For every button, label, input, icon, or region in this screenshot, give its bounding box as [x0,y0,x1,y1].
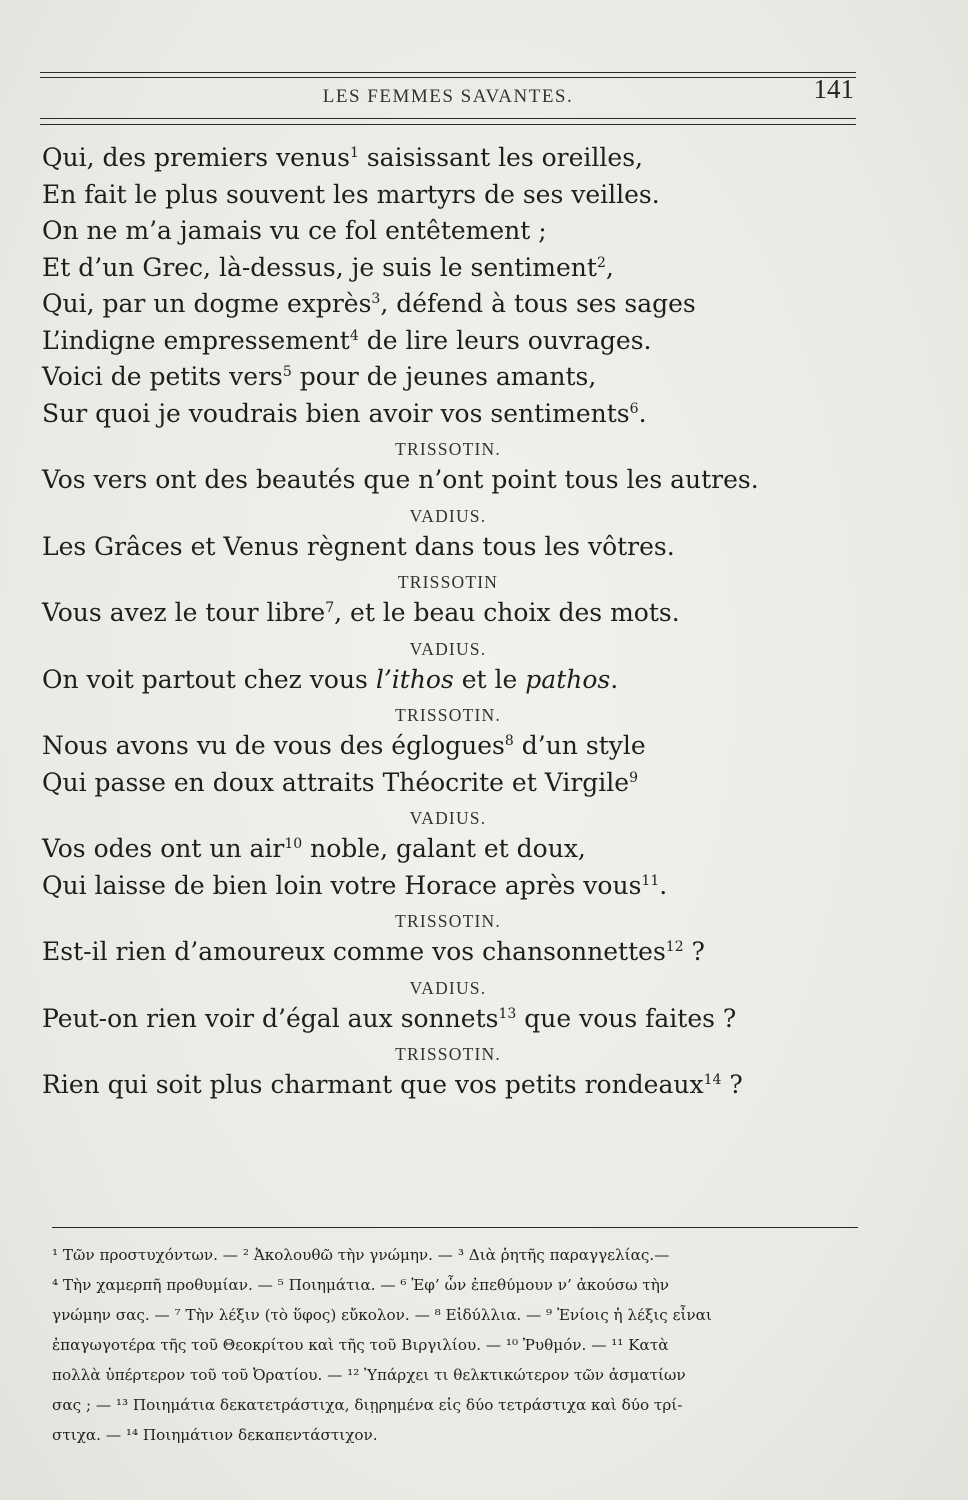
verse-line [40,396,880,433]
verse-line [40,728,880,765]
verse-block [40,140,880,1104]
verse-line [40,140,880,177]
verse-line [40,765,880,802]
verse-text: On ne m’a jamais vu ce fol entêtement ; [42,216,547,245]
verse-text: Est-il rien d’amoureux comme vos chansonnettes [42,937,666,966]
speaker-label: TRISSOTIN. [395,439,501,459]
speaker-label: VADIUS. [409,505,487,526]
verse-line [40,250,880,287]
verse-line [40,286,880,323]
footnote-line: πολλὰ ὑπέρτερον τοῦ τοῦ Ὀρατίου. — ¹² Ὑπάρχει τι θελκτικώτερον τῶν ἀσματίων [52,1366,686,1384]
verse-text: L’indigne empressement [42,325,350,355]
verse-text: de lire leurs ouvrages. [358,325,652,355]
verse-line [40,213,880,250]
footnote-ref: 11 [641,872,660,889]
verse-text: Qui, par un dogme exprès [42,289,372,318]
speaker-label: VADIUS. [409,638,487,659]
footnote-ref: 2 [596,254,606,271]
verse-italic: l’ithos [375,664,454,694]
verse-text: Voici de petits vers [42,362,283,391]
verse-text: , défend à tous ses sages [380,289,696,318]
verse-text: ? [721,1070,743,1099]
footnote-ref: 7 [325,600,335,616]
running-title: LES FEMMES SAVANTES. [322,86,574,107]
verse-text: Et d’un Grec, là-dessus, je suis le sentiment [42,252,597,282]
footnote-line: ἐπαγωγοτέρα τῆς τοῦ Θεοκρίτου καὶ τῆς τοῦ Βιργιλίου. — ¹⁰ Ῥυθμόν. — ¹¹ Κατὰ [52,1336,669,1354]
footnote-ref: 12 [665,939,684,955]
footnote-ref: 6 [629,400,639,417]
header-rule-bottom [40,118,856,119]
verse-text: pour de jeunes amants, [291,362,597,391]
speaker-label: TRISSOTIN. [395,705,501,725]
verse-text: et le [453,664,526,694]
speaker-label: VADIUS. [409,808,487,828]
page-number: 141 [813,74,854,104]
running-head [40,74,856,116]
footnote-rule [52,1227,858,1228]
verse-line [40,462,880,499]
speaker-label: VADIUS. [409,977,487,998]
footnote-line: ¹ Τῶν προστυχόντων. — ² Ἀκολουθῶ τὴν γνώμην. — ³ Διὰ ῥητῆς παραγγελίας.— [52,1246,670,1264]
verse-line [40,1001,880,1038]
verse-text: Qui passe en doux attraits Théocrite et Virgile [42,767,630,797]
verse-text: Rien qui soit plus charmant que vos petits rondeaux [42,1070,704,1099]
verse-text: Qui laisse de bien loin votre Horace après vous [42,870,642,900]
footnote-ref: 9 [629,769,638,786]
verse-text: Peut-on rien voir d’égal aux sonnets [42,1003,499,1033]
footnote-ref: 3 [371,291,381,307]
verse-text: Vos odes ont un air [42,834,285,863]
verse-text: que vous faites ? [516,1003,737,1033]
footnotes [52,1240,882,1450]
footnote-line: ⁴ Τὴν χαμερπῆ προθυμίαν. — ⁵ Ποιημάτια. — ⁶ Ἐφ’ ὧν ἐπεθύμουν ν’ ἀκούσω τὴν [52,1276,670,1294]
header-rule-top-inner [40,77,856,78]
verse-line [40,868,880,905]
verse-text: On voit partout chez vous [42,664,376,694]
verse-italic: pathos [525,664,611,694]
footnote-ref: 5 [282,364,292,380]
footnote-ref: 13 [498,1005,517,1022]
verse-text: Les Grâces et Venus règnent dans tous les vôtres. [42,531,675,561]
verse-text: , [605,252,614,282]
footnote-ref: 1 [349,145,359,161]
footnote-line: στιχα. — ¹⁴ Ποιημάτιον δεκαπεντάστιχον. [52,1426,378,1444]
verse-text: , et le beau choix des mots. [334,598,680,627]
verse-line [40,595,880,632]
verse-line [40,359,880,396]
speaker-label: TRISSOTIN. [395,1044,501,1064]
verse-text: . [638,398,647,428]
verse-line [40,177,880,214]
verse-line [40,1067,880,1104]
footnote-ref: 10 [284,836,303,852]
verse-line [40,662,880,699]
verse-text: . [610,664,619,694]
verse-text: noble, galant et doux, [302,834,586,863]
header-rule-bottom-inner [40,124,856,125]
footnote-ref: 8 [504,733,514,749]
verse-text: Sur quoi je voudrais bien avoir vos sentiments [42,398,630,428]
verse-text: Qui, des premiers venus [42,143,350,172]
footnote-ref: 4 [349,327,359,344]
verse-line [40,934,880,971]
footnote-line: σας ; — ¹³ Ποιημάτια δεκατετράστιχα, διῃρημένα εἰς δύο τετράστιχα καὶ δύο τρί- [52,1396,683,1414]
verse-text: Vos vers ont des beautés que n’ont point tous les autres. [42,465,759,494]
verse-text: Vous avez le tour libre [42,598,326,627]
verse-line [40,831,880,868]
speaker-label: TRISSOTIN [397,572,499,592]
verse-text: En fait le plus souvent les martyrs de ses veilles. [42,179,660,209]
verse-text: Nous avons vu de vous des églogues [42,731,505,760]
verse-text: d’un style [513,731,646,760]
verse-text: ? [683,937,705,966]
speaker-label: TRISSOTIN. [395,911,501,931]
footnote-ref: 14 [703,1072,722,1088]
verse-line [40,323,880,360]
verse-text: saisissant les oreilles, [358,143,643,172]
verse-line [40,529,880,566]
footnote-line: γνώμην σας. — ⁷ Τὴν λέξιν (τὸ ὕφος) εὔκολον. — ⁸ Εἰδύλλια. — ⁹ Ἐνίοις ἡ λέξις εἶναι [52,1306,712,1324]
header-rule-top [40,72,856,73]
verse-text: . [659,870,668,900]
